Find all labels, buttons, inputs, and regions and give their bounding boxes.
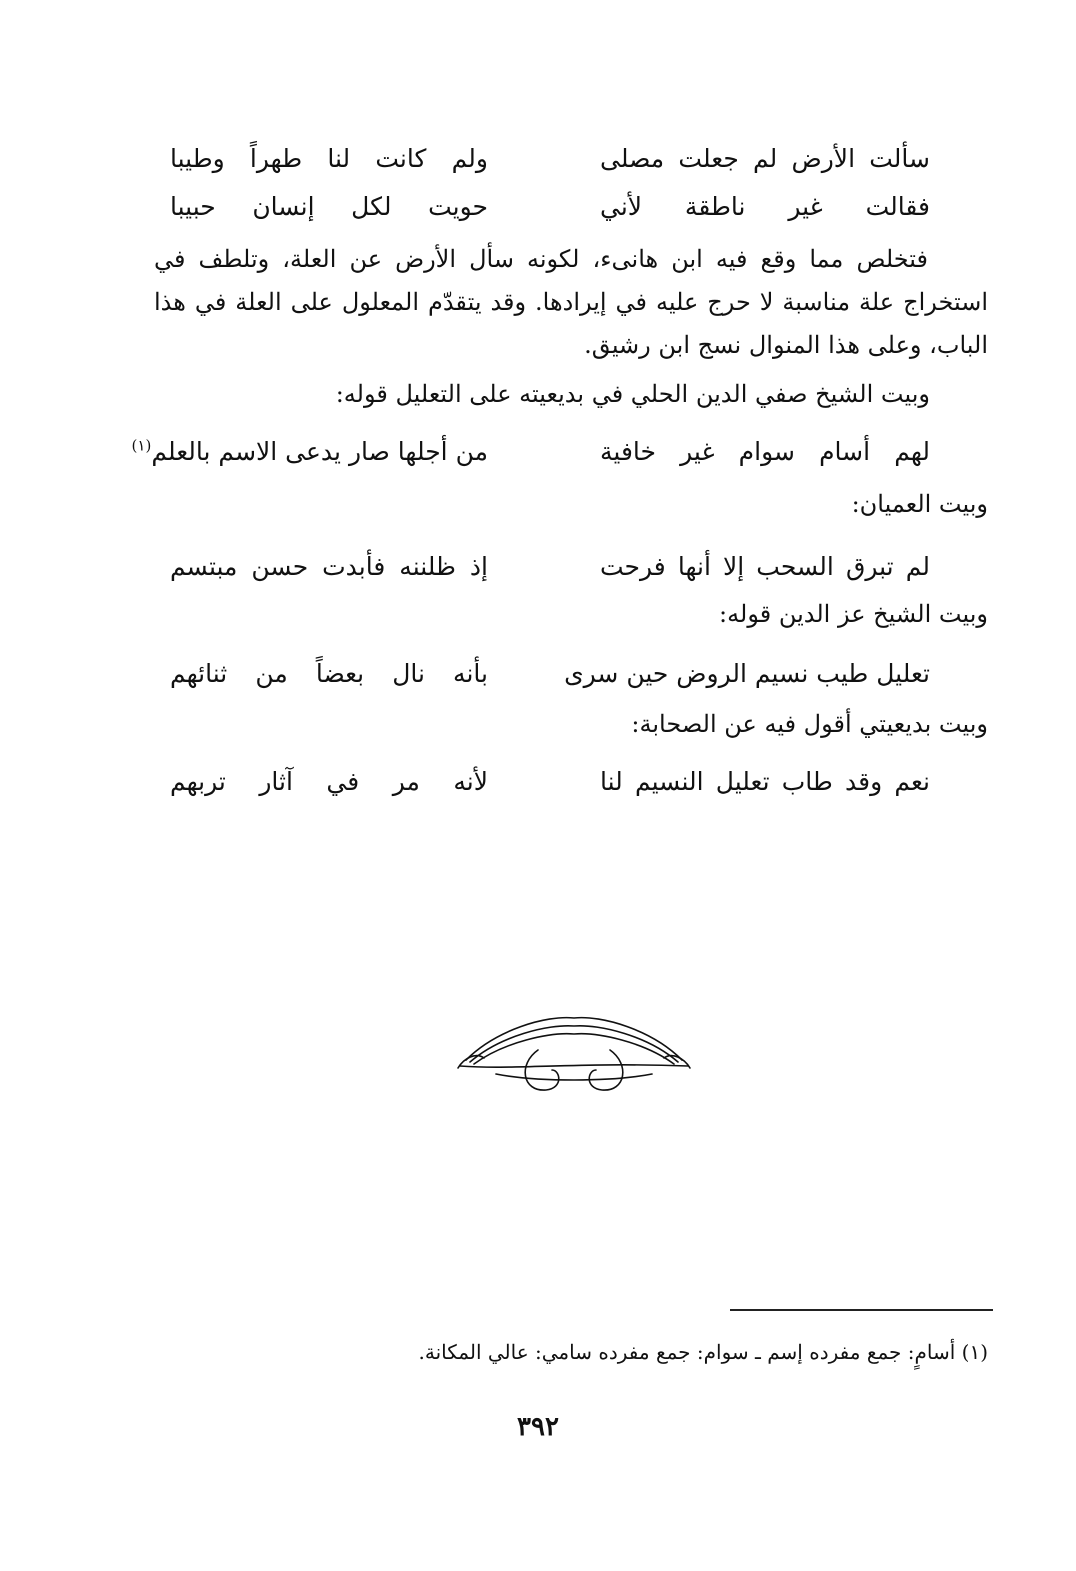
verse-3-second-text: من أجلها صار يدعى الاسم بالعلم [151,436,488,466]
verse-2-first-hemistich: فقالت غير ناطقة لأني [600,191,930,221]
izz-al-din-intro: وبيت الشيخ عز الدين قوله: [719,600,988,628]
verse-3-first-hemistich: لهم أسام سوام غير خافية [600,436,930,466]
verse-4-second-hemistich: إذ ظلننه فأبدت حسن مبتسم [170,551,488,581]
end-ornament-icon [456,1010,692,1100]
footnote-separator [730,1309,993,1311]
verse-5-first-hemistich: تعليل طيب نسيم الروض حين سرى [564,658,930,688]
verse-2-second-hemistich: حويت لكل إنسان حبيبا [170,191,488,221]
verse-6-second-hemistich: لأنه مر في آثار تربهم [170,766,488,796]
footnote-marker: (١) [131,436,152,455]
verse-3 [131,428,930,474]
page-number: ٣٩٢ [517,1412,559,1442]
verse-4-first-hemistich: لم تبرق السحب إلا أنها فرحت [600,551,930,581]
verse-6-first-hemistich: نعم وقد طاب تعليل النسيم لنا [600,766,930,796]
my-badiiyya-intro: وبيت بديعيتي أقول فيه عن الصحابة: [631,710,988,738]
verse-3-second-hemistich [131,436,488,466]
verse-6 [170,758,930,804]
verse-1 [170,135,930,181]
verse-5 [170,650,930,696]
commentary-text: فتخلص مما وقع فيه ابن هانىء، لكونه سأل الأرض عن العلة، وتلطف في استخراج علة مناسبة لا حرج عليه في إيرادها. وقد يتقدّم المعلول على العلة في هذا الباب، وعلى هذا المنوال نسج ابن رشيق. [154,245,988,359]
verse-2 [170,183,930,229]
verse-5-second-hemistich: بأنه نال بعضاً من ثنائهم [170,658,488,688]
verse-1-second-hemistich: ولم كانت لنا طهراً وطيبا [170,143,488,173]
footnote-1: (١) أسامٍ: جمع مفرده إسم ـ سوام: جمع مفرده سامي: عالي المكانة. [418,1340,988,1364]
umyan-intro: وبيت العميان: [851,490,988,518]
verse-1-first-hemistich: سألت الأرض لم جعلت مصلى [600,143,930,173]
safi-al-din-intro: وبيت الشيخ صفي الدين الحلي في بديعيته على التعليل قوله: [335,380,930,408]
commentary-paragraph [154,238,988,367]
verse-4 [170,543,930,589]
